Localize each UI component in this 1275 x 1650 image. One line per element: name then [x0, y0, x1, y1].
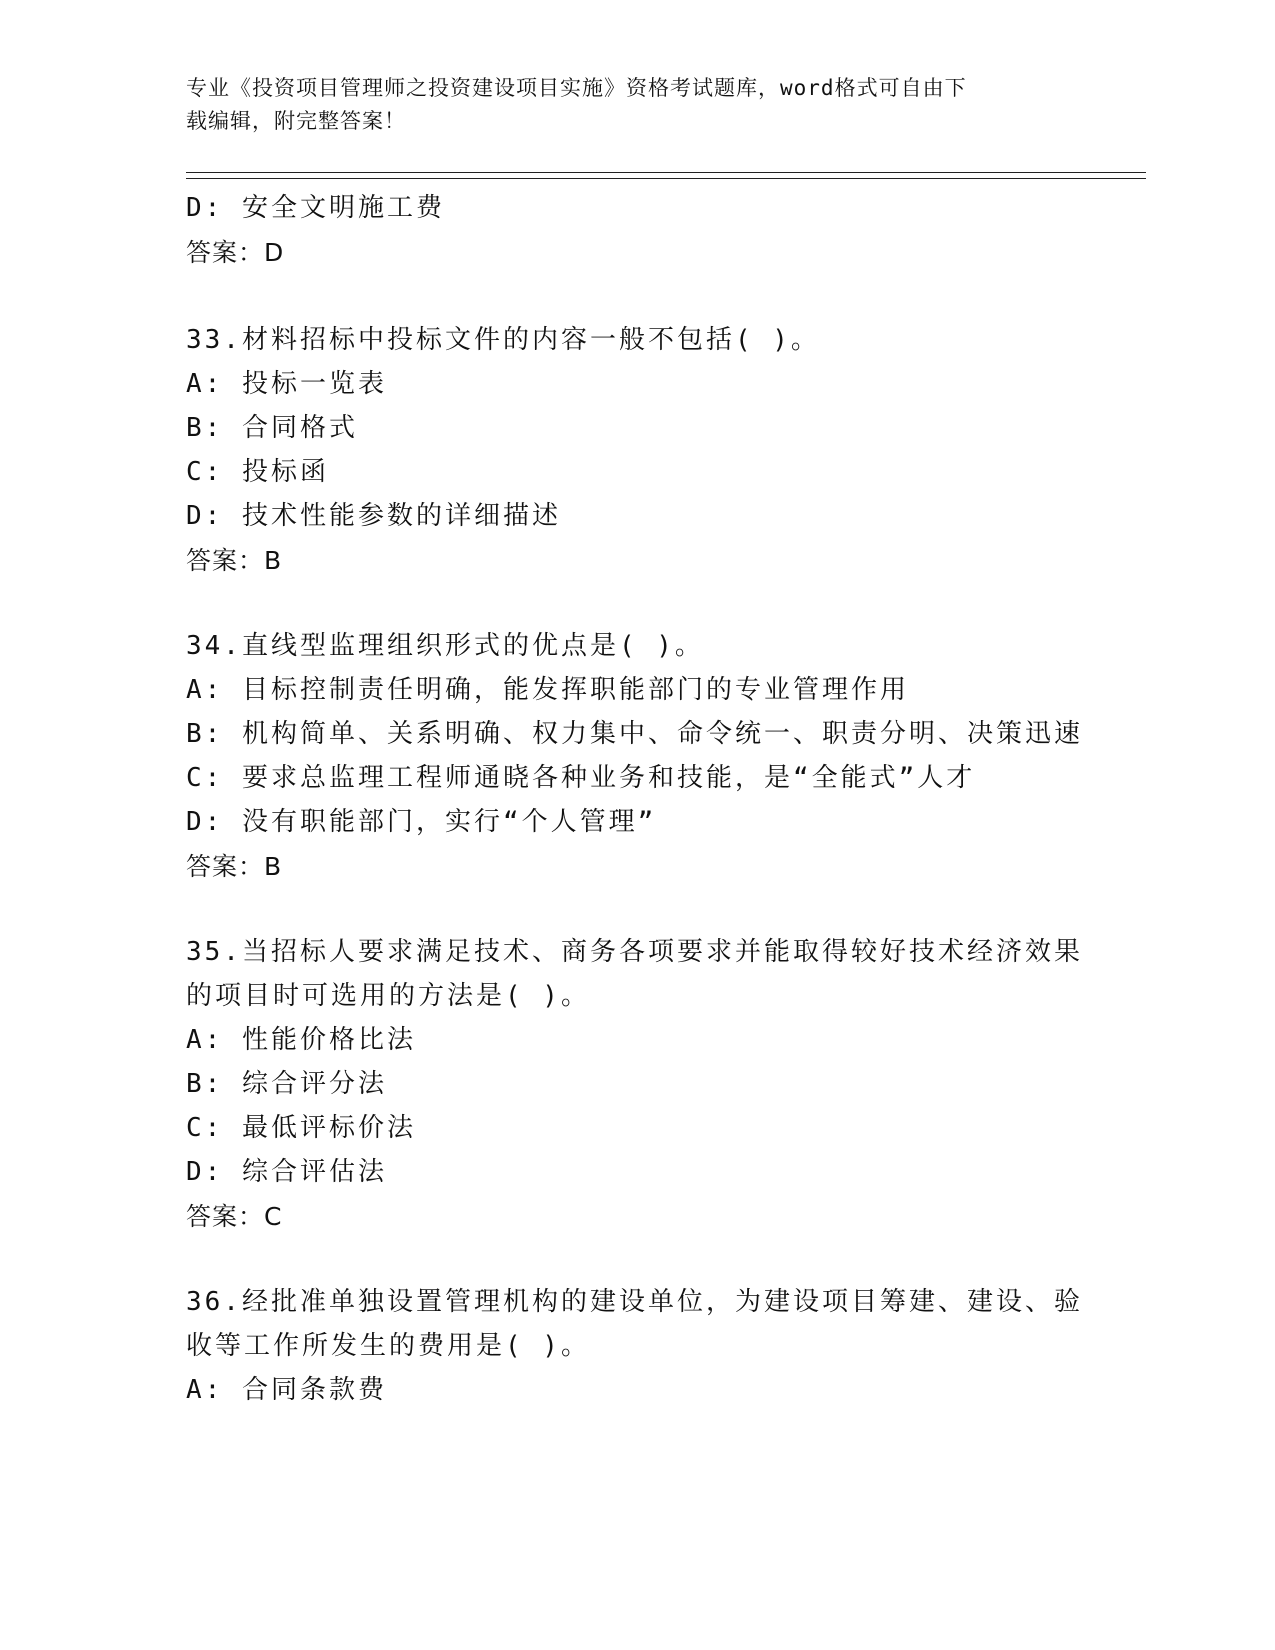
q35-option-b: B: 综合评分法 [186, 1069, 387, 1099]
prev-option-d: D: 安全文明施工费 [186, 193, 445, 223]
q33-option-d: D: 技术性能参数的详细描述 [186, 501, 561, 531]
q34-option-a: A: 目标控制责任明确，能发挥职能部门的专业管理作用 [186, 675, 909, 705]
prev-answer: 答案：D [186, 238, 285, 267]
q35-option-c: C: 最低评标价法 [186, 1113, 416, 1143]
q35-option-d: D: 综合评估法 [186, 1157, 387, 1187]
header-rule-bottom [186, 178, 1146, 179]
q33-option-c: C: 投标函 [186, 457, 329, 487]
q34-answer: 答案：B [186, 852, 283, 881]
q35-answer: 答案：C [186, 1202, 283, 1231]
q33-option-a: A: 投标一览表 [186, 369, 387, 399]
header-line-1: 专业《投资项目管理师之投资建设项目实施》资格考试题库，word格式可自由下 [186, 76, 967, 100]
q34-option-c: C: 要求总监理工程师通晓各种业务和技能，是“全能式”人才 [186, 763, 976, 793]
q34-option-d: D: 没有职能部门，实行“个人管理” [186, 807, 657, 837]
q35-stem-line-1: 35.当招标人要求满足技术、商务各项要求并能取得较好技术经济效果 [186, 937, 1083, 967]
q34-option-b: B: 机构简单、关系明确、权力集中、命令统一、职责分明、决策迅速 [186, 719, 1083, 749]
q36-stem-line-2: 收等工作所发生的费用是( )。 [186, 1331, 590, 1361]
q36-option-a: A: 合同条款费 [186, 1375, 387, 1405]
header-rule-top [186, 172, 1146, 173]
q33-option-b: B: 合同格式 [186, 413, 358, 443]
q35-stem-line-2: 的项目时可选用的方法是( )。 [186, 981, 590, 1011]
q36-stem-line-1: 36.经批准单独设置管理机构的建设单位，为建设项目筹建、建设、验 [186, 1287, 1083, 1317]
q34-stem: 34.直线型监理组织形式的优点是( )。 [186, 631, 704, 661]
header-line-2: 载编辑，附完整答案！ [186, 109, 406, 133]
q33-stem: 33.材料招标中投标文件的内容一般不包括( )。 [186, 325, 820, 355]
document-header [186, 72, 1066, 138]
q33-answer: 答案：B [186, 546, 283, 575]
q35-option-a: A: 性能价格比法 [186, 1025, 416, 1055]
